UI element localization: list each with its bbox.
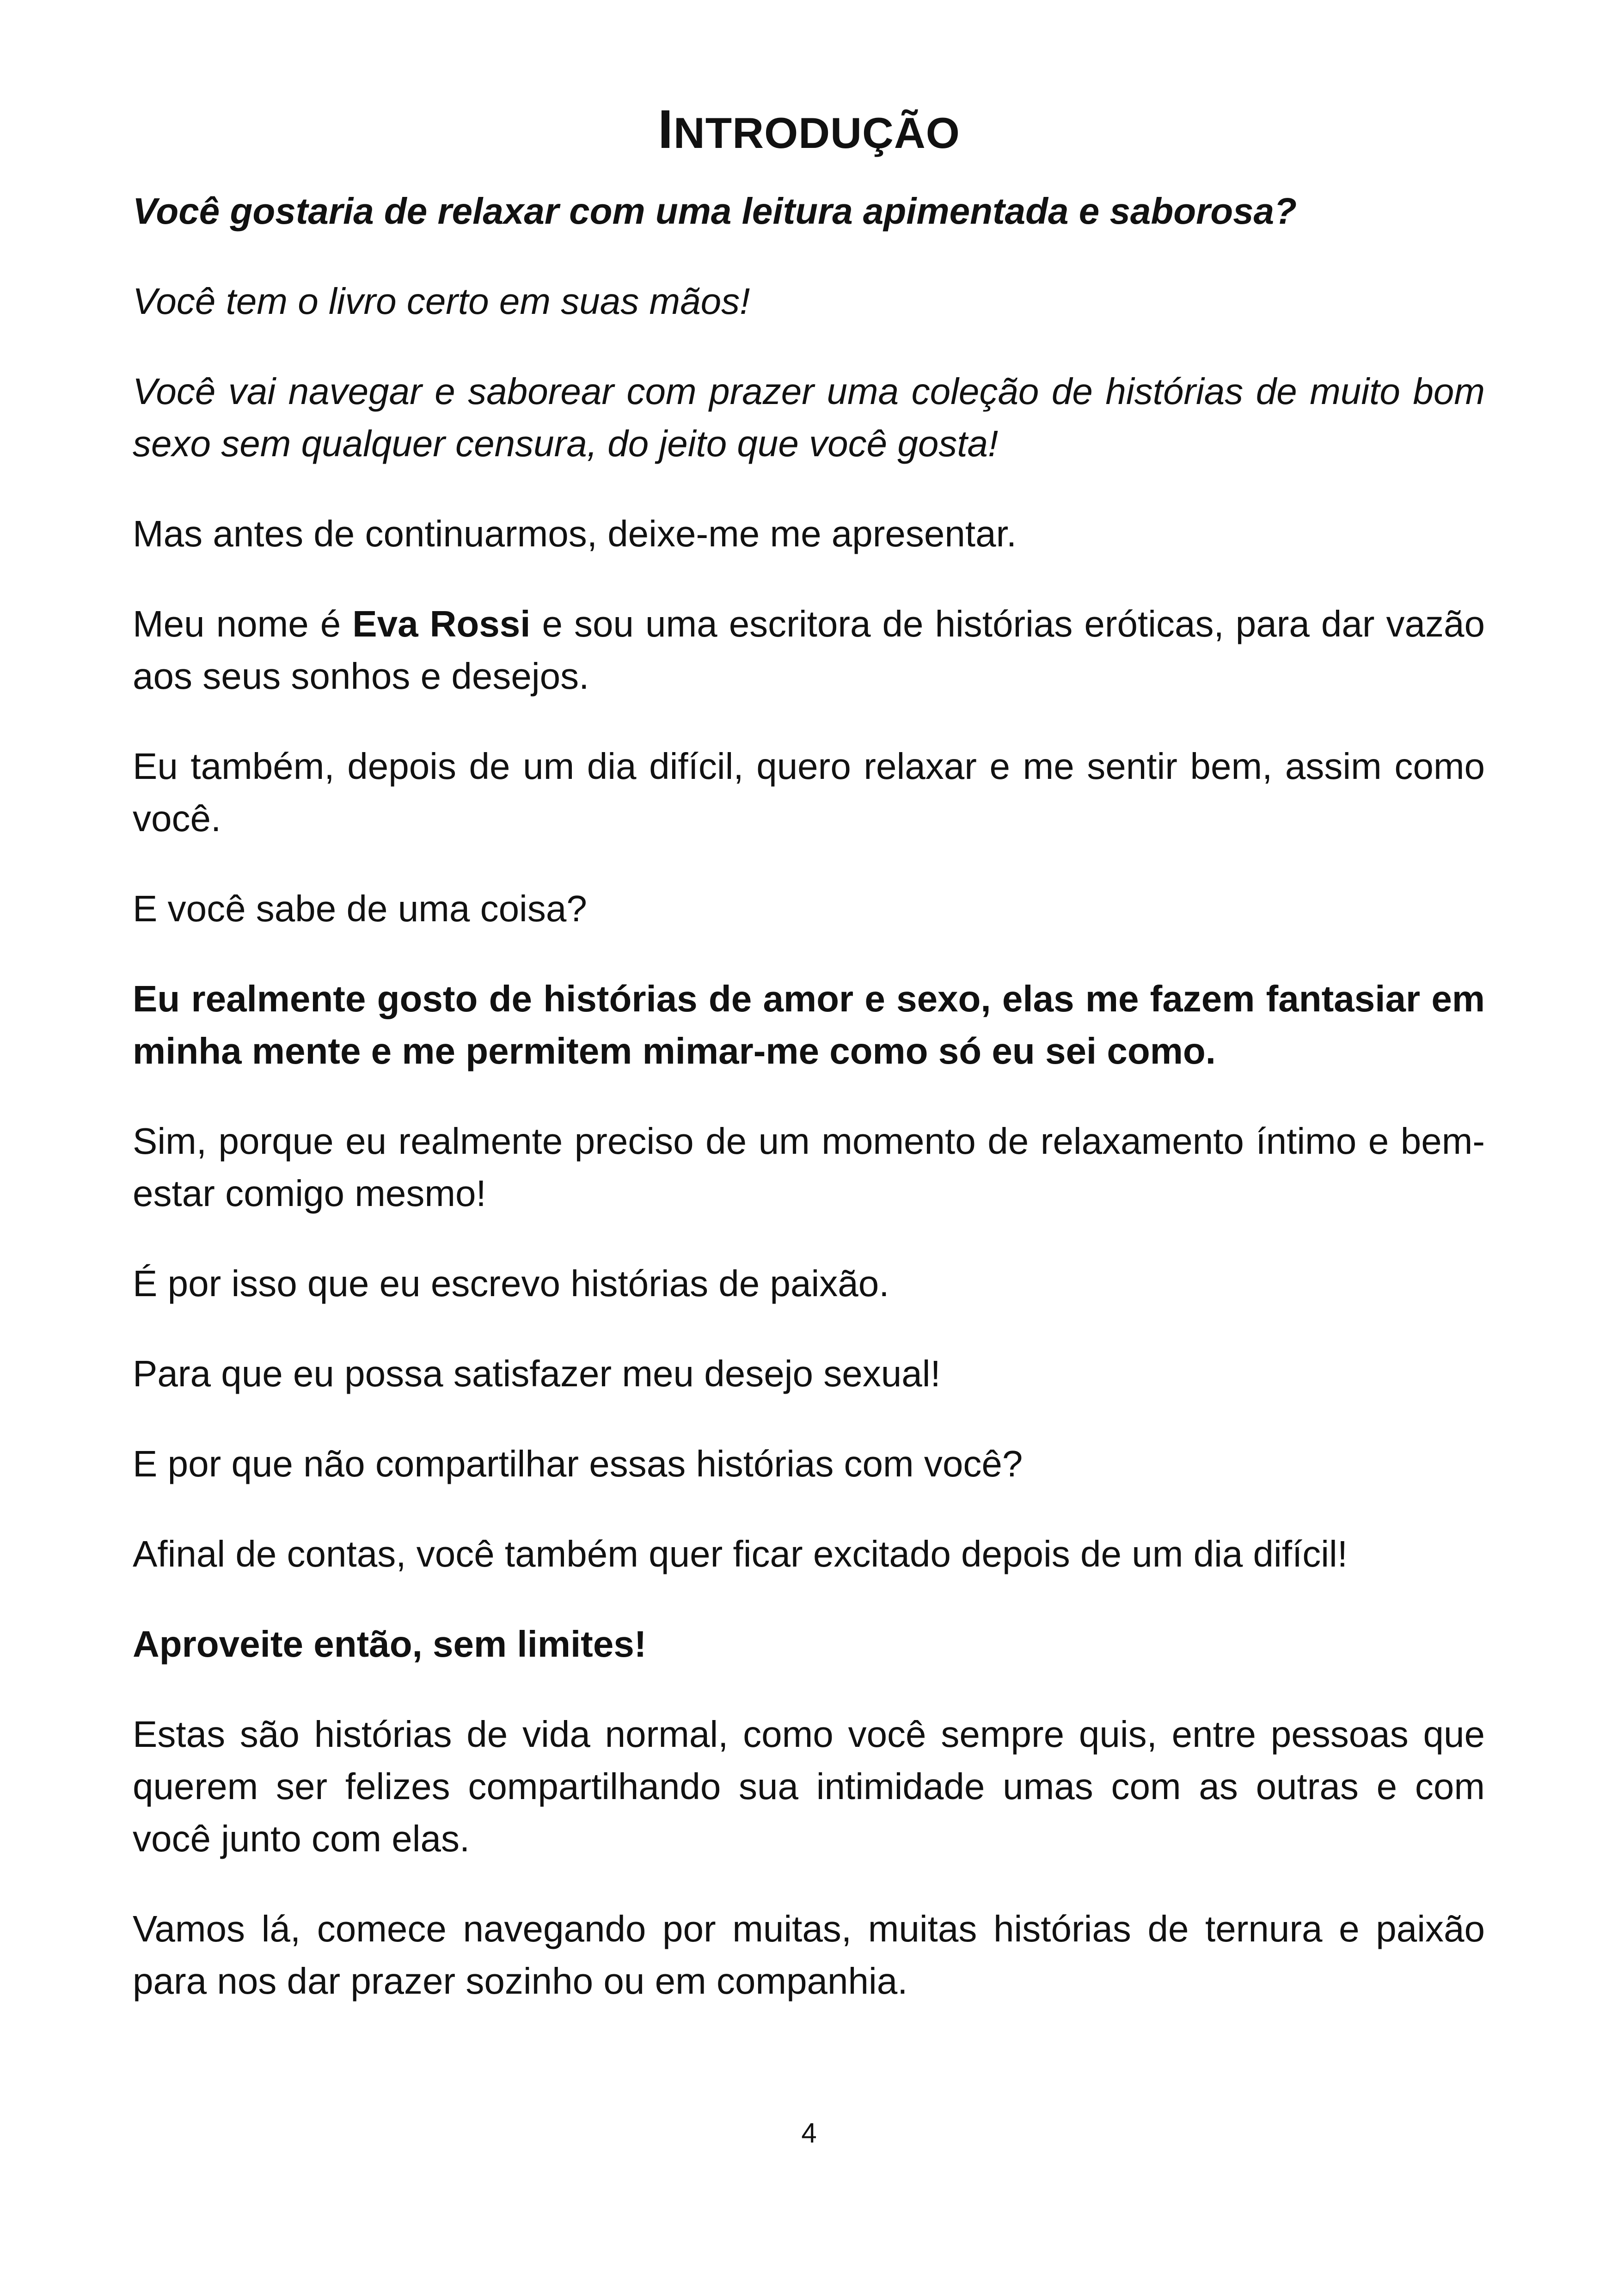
paragraph-13: Afinal de contas, você também quer ficar excitado depois de um dia difícil! [133, 1533, 1348, 1574]
paragraph-7: E você sabe de uma coisa? [133, 888, 587, 929]
paragraph-8: Eu realmente gosto de histórias de amor e sexo, elas me fazem fantasiar em minha mente e me permitem mimar-me como só eu sei como. [133, 978, 1485, 1071]
paragraph-3: Você vai navegar e saborear com prazer uma coleção de histórias de muito bom sexo sem qualquer censura, do jeito que você gosta! [133, 371, 1485, 464]
paragraph-10: É por isso que eu escrevo histórias de paixão. [133, 1263, 889, 1304]
paragraph-1: Você gostaria de relaxar com uma leitura apimentada e saborosa? [133, 190, 1297, 232]
title-rest: NTRODUÇÃO [673, 109, 960, 157]
paragraph-2: Você tem o livro certo em suas mãos! [133, 281, 750, 322]
paragraph-15: Estas são histórias de vida normal, como você sempre quis, entre pessoas que querem ser felizes compartilhando sua intimidade umas com as outras e com você junto com elas. [133, 1714, 1485, 1859]
body-text [133, 185, 1485, 2045]
paragraph-14: Aproveite então, sem limites! [133, 1623, 647, 1665]
paragraph-5-end: e sou uma escritora de histórias eróticas, para dar vazão aos seus sonhos e desejos. [133, 603, 1485, 697]
paragraph-5 [133, 598, 1485, 702]
page-number: 4 [801, 2118, 817, 2149]
paragraph-6: Eu também, depois de um dia difícil, quero relaxar e me sentir bem, assim como você. [133, 746, 1485, 839]
paragraph-5-start: Meu nome é [133, 603, 353, 644]
author-name: Eva Rossi [352, 603, 531, 644]
title-first-letter: I [658, 99, 674, 160]
paragraph-11: Para que eu possa satisfazer meu desejo sexual! [133, 1353, 941, 1394]
page-title [0, 95, 1618, 168]
paragraph-9: Sim, porque eu realmente preciso de um momento de relaxamento íntimo e bem-estar comigo mesmo! [133, 1120, 1485, 1214]
paragraph-4: Mas antes de continuarmos, deixe-me me apresentar. [133, 513, 1017, 554]
paragraph-16: Vamos lá, comece navegando por muitas, muitas histórias de ternura e paixão para nos dar prazer sozinho ou em companhia. [133, 1908, 1485, 2002]
paragraph-12: E por que não compartilhar essas histórias com você? [133, 1443, 1023, 1484]
